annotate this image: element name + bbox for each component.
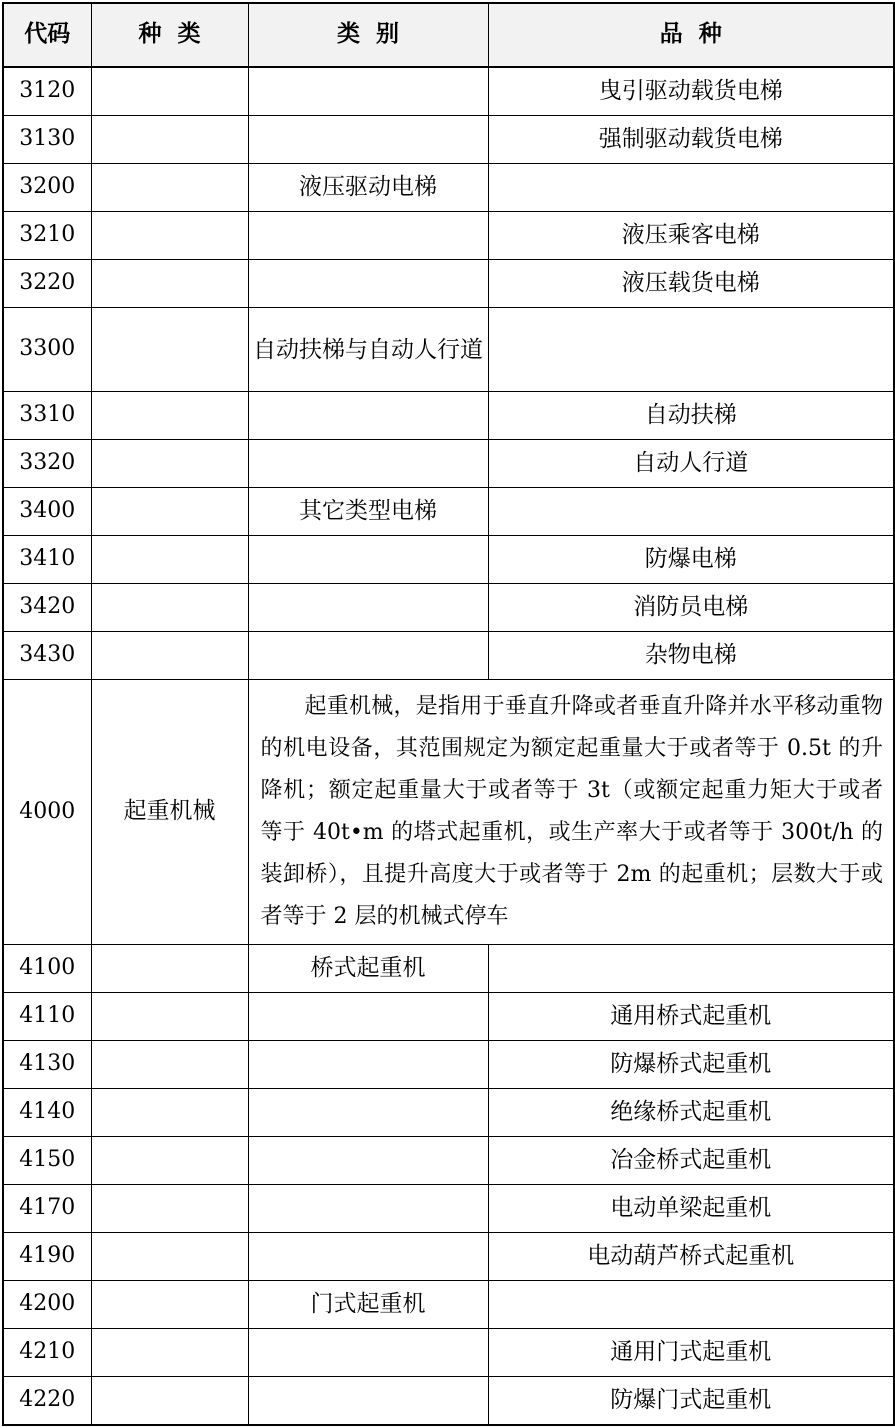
row-code: 4110 bbox=[3, 993, 91, 1041]
header-variety: 品 种 bbox=[488, 3, 894, 67]
row-kind bbox=[91, 67, 248, 116]
row-code: 4100 bbox=[3, 945, 91, 993]
row-description: 起重机械，是指用于垂直升降或者垂直升降并水平移动重物的机电设备，其范围规定为额定起重量大于或者等于 0.5t 的升降机；额定起重量大于或者等于 3t（或额定起重力矩大于或者等于 40t•m 的塔式起重机，或生产率大于或者等于 300t/h 的装卸桥），且提升高度大于或者等于 2m 的起重机；层数大于或者等于 2 层的机械式停车 bbox=[248, 680, 894, 945]
table-row bbox=[3, 1041, 894, 1089]
row-variety: 电动葫芦桥式起重机 bbox=[488, 1233, 894, 1281]
table-row bbox=[3, 1281, 894, 1329]
row-variety: 强制驱动载货电梯 bbox=[488, 116, 894, 164]
header-row bbox=[3, 3, 894, 67]
row-code: 4130 bbox=[3, 1041, 91, 1089]
table-row bbox=[3, 392, 894, 440]
row-category bbox=[248, 1233, 488, 1281]
row-variety: 曳引驱动载货电梯 bbox=[488, 67, 894, 116]
row-variety bbox=[488, 164, 894, 212]
row-kind bbox=[91, 260, 248, 308]
table-row bbox=[3, 584, 894, 632]
row-kind bbox=[91, 392, 248, 440]
row-category bbox=[248, 440, 488, 488]
row-category bbox=[248, 67, 488, 116]
row-variety bbox=[488, 308, 894, 392]
row-variety: 消防员电梯 bbox=[488, 584, 894, 632]
row-variety: 自动人行道 bbox=[488, 440, 894, 488]
table-row bbox=[3, 67, 894, 116]
row-kind bbox=[91, 212, 248, 260]
table-row bbox=[3, 1185, 894, 1233]
row-category bbox=[248, 260, 488, 308]
row-code: 4000 bbox=[3, 680, 91, 945]
row-category bbox=[248, 536, 488, 584]
row-code: 4190 bbox=[3, 1233, 91, 1281]
row-kind bbox=[91, 1329, 248, 1377]
row-category: 液压驱动电梯 bbox=[248, 164, 488, 212]
row-kind bbox=[91, 632, 248, 680]
row-category bbox=[248, 632, 488, 680]
table-row bbox=[3, 993, 894, 1041]
row-variety: 自动扶梯 bbox=[488, 392, 894, 440]
row-variety bbox=[488, 488, 894, 536]
row-code: 3320 bbox=[3, 440, 91, 488]
row-category: 桥式起重机 bbox=[248, 945, 488, 993]
row-variety: 防爆门式起重机 bbox=[488, 1377, 894, 1426]
row-variety: 防爆桥式起重机 bbox=[488, 1041, 894, 1089]
row-kind bbox=[91, 1281, 248, 1329]
row-code: 3200 bbox=[3, 164, 91, 212]
table-row bbox=[3, 440, 894, 488]
table-row bbox=[3, 116, 894, 164]
row-category bbox=[248, 584, 488, 632]
row-variety: 液压乘客电梯 bbox=[488, 212, 894, 260]
table-row bbox=[3, 260, 894, 308]
table-row bbox=[3, 680, 894, 945]
row-variety: 电动单梁起重机 bbox=[488, 1185, 894, 1233]
row-category bbox=[248, 1041, 488, 1089]
row-code: 4200 bbox=[3, 1281, 91, 1329]
header-category: 类 别 bbox=[248, 3, 488, 67]
header-code: 代码 bbox=[3, 3, 91, 67]
row-category bbox=[248, 1089, 488, 1137]
row-category bbox=[248, 392, 488, 440]
table-row bbox=[3, 1233, 894, 1281]
row-code: 3120 bbox=[3, 67, 91, 116]
row-kind bbox=[91, 1089, 248, 1137]
row-variety: 绝缘桥式起重机 bbox=[488, 1089, 894, 1137]
table-row bbox=[3, 1377, 894, 1426]
row-variety: 冶金桥式起重机 bbox=[488, 1137, 894, 1185]
row-code: 3310 bbox=[3, 392, 91, 440]
row-kind bbox=[91, 536, 248, 584]
row-code: 3220 bbox=[3, 260, 91, 308]
row-code: 4220 bbox=[3, 1377, 91, 1426]
row-variety: 液压载货电梯 bbox=[488, 260, 894, 308]
row-category bbox=[248, 1185, 488, 1233]
table-row bbox=[3, 632, 894, 680]
row-category bbox=[248, 1329, 488, 1377]
row-category bbox=[248, 212, 488, 260]
row-category bbox=[248, 116, 488, 164]
row-code: 3420 bbox=[3, 584, 91, 632]
row-category: 其它类型电梯 bbox=[248, 488, 488, 536]
row-kind bbox=[91, 993, 248, 1041]
row-kind bbox=[91, 1233, 248, 1281]
row-code: 4170 bbox=[3, 1185, 91, 1233]
row-kind bbox=[91, 1041, 248, 1089]
row-code: 4210 bbox=[3, 1329, 91, 1377]
row-code: 4150 bbox=[3, 1137, 91, 1185]
row-variety bbox=[488, 945, 894, 993]
row-kind: 起重机械 bbox=[91, 680, 248, 945]
row-code: 3400 bbox=[3, 488, 91, 536]
table-row bbox=[3, 536, 894, 584]
row-kind bbox=[91, 488, 248, 536]
row-kind bbox=[91, 1137, 248, 1185]
table-row bbox=[3, 1329, 894, 1377]
row-kind bbox=[91, 584, 248, 632]
row-category: 自动扶梯与自动人行道 bbox=[248, 308, 488, 392]
row-code: 4140 bbox=[3, 1089, 91, 1137]
table-row bbox=[3, 1089, 894, 1137]
row-kind bbox=[91, 1185, 248, 1233]
row-kind bbox=[91, 164, 248, 212]
row-variety: 通用桥式起重机 bbox=[488, 993, 894, 1041]
header-kind: 种 类 bbox=[91, 3, 248, 67]
table-row bbox=[3, 1137, 894, 1185]
row-variety: 通用门式起重机 bbox=[488, 1329, 894, 1377]
row-code: 3210 bbox=[3, 212, 91, 260]
row-category bbox=[248, 1377, 488, 1426]
row-variety: 防爆电梯 bbox=[488, 536, 894, 584]
row-category bbox=[248, 1137, 488, 1185]
row-code: 3130 bbox=[3, 116, 91, 164]
row-kind bbox=[91, 308, 248, 392]
row-kind bbox=[91, 945, 248, 993]
row-category: 门式起重机 bbox=[248, 1281, 488, 1329]
row-kind bbox=[91, 116, 248, 164]
row-code: 3430 bbox=[3, 632, 91, 680]
table-row bbox=[3, 212, 894, 260]
table-row bbox=[3, 164, 894, 212]
row-code: 3410 bbox=[3, 536, 91, 584]
row-category bbox=[248, 993, 488, 1041]
table-row bbox=[3, 488, 894, 536]
row-code: 3300 bbox=[3, 308, 91, 392]
table-row bbox=[3, 945, 894, 993]
row-variety: 杂物电梯 bbox=[488, 632, 894, 680]
row-kind bbox=[91, 440, 248, 488]
table-row bbox=[3, 308, 894, 392]
equipment-catalog-table bbox=[2, 2, 895, 1426]
row-variety bbox=[488, 1281, 894, 1329]
row-kind bbox=[91, 1377, 248, 1426]
